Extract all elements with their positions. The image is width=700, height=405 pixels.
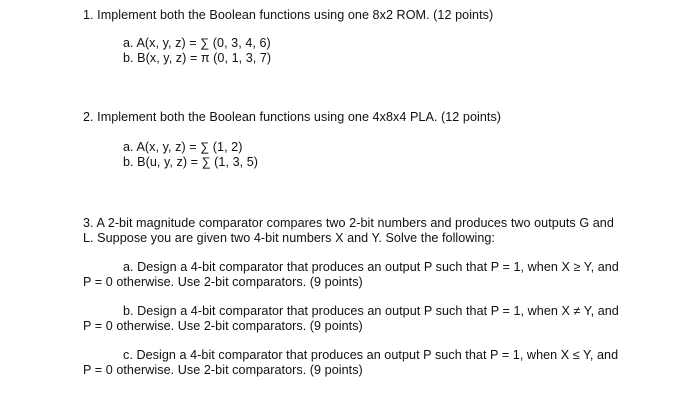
problem-3-part-c-line-2: P = 0 otherwise. Use 2-bit comparators. (9 points) bbox=[83, 363, 363, 377]
problem-1-part-b: b. B(x, y, z) = π (0, 1, 3, 7) bbox=[123, 51, 272, 65]
problem-3-part-c-line-1: c. Design a 4-bit comparator that produces an output P such that P = 1, when X ≤ Y, and bbox=[123, 348, 619, 362]
problem-3-intro-line-2: L. Suppose you are given two 4-bit numbers X and Y. Solve the following: bbox=[83, 231, 495, 245]
problem-3-part-a-line-2: P = 0 otherwise. Use 2-bit comparators. (9 points) bbox=[83, 275, 363, 289]
problem-2-heading: 2. Implement both the Boolean functions using one 4x8x4 PLA. (12 points) bbox=[83, 110, 502, 124]
problem-2-part-b: b. B(u, y, z) = ∑ (1, 3, 5) bbox=[123, 155, 259, 169]
problem-3-part-b-line-1: b. Design a 4-bit comparator that produces an output P such that P = 1, when X ≠ Y, and bbox=[123, 304, 619, 318]
problem-3-part-b-line-2: P = 0 otherwise. Use 2-bit comparators. (9 points) bbox=[83, 319, 363, 333]
problem-3-intro-line-1: 3. A 2-bit magnitude comparator compares two 2-bit numbers and produces two outputs G and bbox=[83, 216, 614, 230]
problem-2-part-a: a. A(x, y, z) = ∑ (1, 2) bbox=[123, 140, 243, 154]
problem-1-heading: 1. Implement both the Boolean functions using one 8x2 ROM. (12 points) bbox=[83, 8, 494, 22]
problem-1-part-a: a. A(x, y, z) = ∑ (0, 3, 4, 6) bbox=[123, 36, 271, 50]
problem-3-part-a-line-1: a. Design a 4-bit comparator that produces an output P such that P = 1, when X ≥ Y, and bbox=[123, 260, 619, 274]
